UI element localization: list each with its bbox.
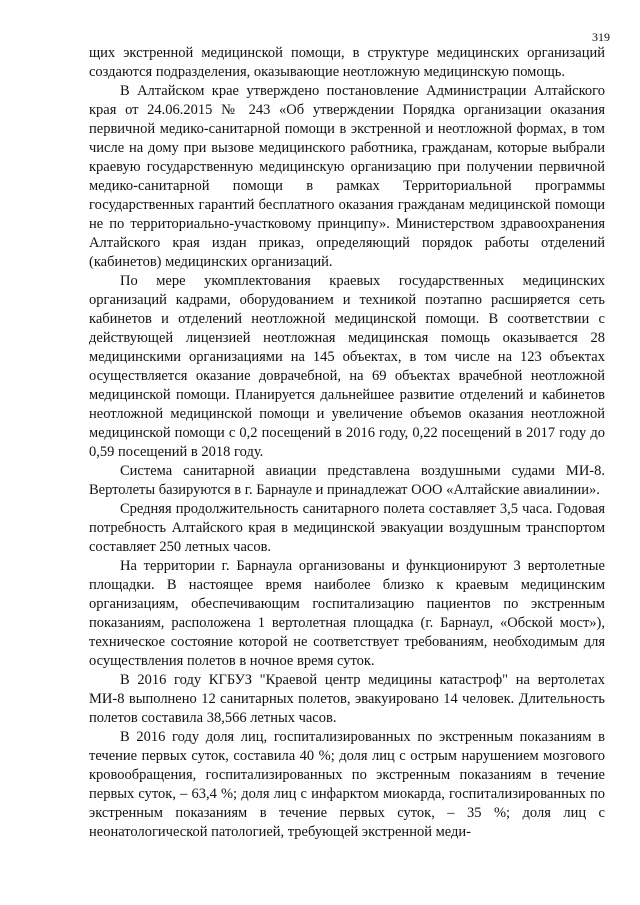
paragraph-air-ambulance: Система санитарной авиации представлена воздушными судами МИ-8. Вертолеты базируются в г. Барнауле и принадлежат ООО «Алтайские авиалинии».	[89, 463, 605, 498]
page-number: 319	[592, 30, 610, 44]
paragraph-helipads: На территории г. Барнаула организованы и функционируют 3 вертолетные площадки. В настоящее время наиболее близко к краевым медицинским организациям, обеспечивающим госпитализацию пациентов по экстренным показаниям, расположена 1 вертолетная площадка (г. Барнаул, «Обской мост»), техническое состояние которой не соответствует требованиям, необходимым для осуществления полетов в ночное время суток.	[89, 558, 605, 669]
document-body	[89, 44, 605, 842]
paragraph-resolution: В Алтайском крае утверждено постановление Администрации Алтайского края от 24.06.2015 № 243 «Об утверждении Порядка организации оказания первичной медико-санитарной помощи в экстренной и неотложной формах, в том числе на дому при вызове медицинского работника, гражданам, которые выбрали краевую государственную медицинскую организацию при получении первичной медико-санитарной помощи в рамках Территориальной программы государственных гарантий бесплатного оказания гражданам медицинской помощи не по территориально-участковому принципу». Министерством здравоохранения Алтайского края издан приказ, определяющий порядок работы отделений (кабинетов) медицинских организаций.	[89, 83, 605, 270]
paragraph-2016-flights: В 2016 году КГБУЗ "Краевой центр медицины катастроф" на вертолетах МИ-8 выполнено 12 санитарных полетов, эвакуировано 14 человек. Длительность полетов составила 38,566 летных часов.	[89, 672, 605, 726]
paragraph-emergency-network: По мере укомплектования краевых государственных медицинских организаций кадрами, оборудованием и техникой поэтапно расширяется сеть кабинетов и отделений неотложной медицинской помощи. В соответствии с действующей лицензией неотложная медицинская помощь оказывается 28 медицинскими организациями на 145 объектах, в том числе на 123 объектах осуществляется оказание доврачебной, на 69 объектах врачебной неотложной медицинской помощи. Планируется дальнейшее развитие отделений и кабинетов неотложной медицинской помощи и увеличение объемов оказания неотложной медицинской помощи с 0,2 посещений в 2016 году, 0,22 посещений в 2017 году до 0,59 посещений в 2018 году.	[89, 273, 605, 460]
paragraph-hospitalization-stats: В 2016 году доля лиц, госпитализированных по экстренным показаниям в течение первых суток, составила 40 %; доля лиц с острым нарушением мозгового кровообращения, госпитализированных по экстренным показаниям в течение первых суток, – 63,4 %; доля лиц с инфарктом миокарда, госпитализированных по экстренным показаниям в течение первых суток, – 35 %; доля лиц с неонатологической патологией, требующей экстренной меди-	[89, 729, 605, 840]
paragraph-flight-duration: Средняя продолжительность санитарного полета составляет 3,5 часа. Годовая потребность Алтайского края в медицинской эвакуации воздушным транспортом составляет 250 летных часов.	[89, 501, 605, 555]
paragraph-continuation: щих экстренной медицинской помощи, в структуре медицинских организаций создаются подразделения, оказывающие неотложную медицинскую помощь.	[89, 45, 605, 80]
